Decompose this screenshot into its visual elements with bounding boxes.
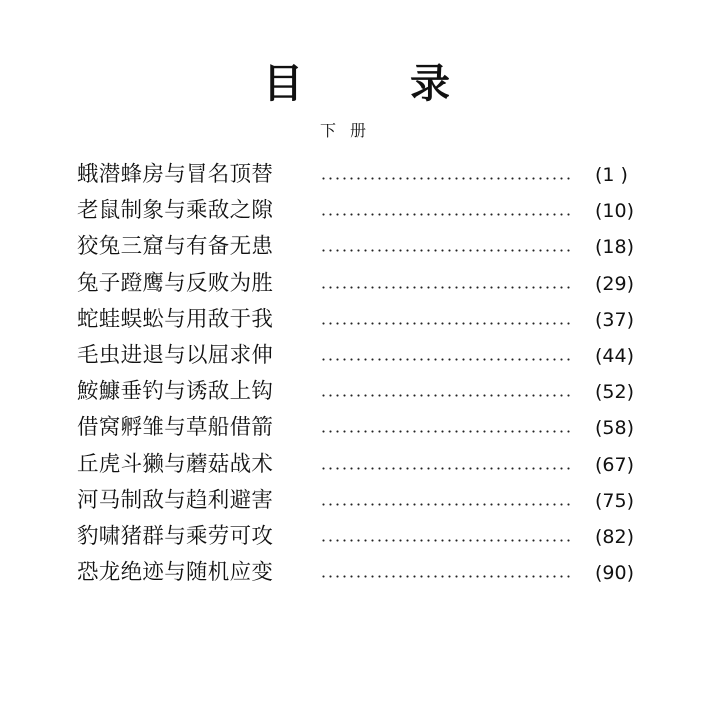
toc-heading bbox=[0, 58, 713, 110]
dot-leader bbox=[320, 177, 570, 180]
toc-entry-page: (82) bbox=[595, 525, 635, 548]
toc-entry-page: (1 ) bbox=[595, 164, 628, 187]
dot-leader bbox=[320, 467, 570, 470]
toc-entry-title: 狡兔三窟与有备无患 bbox=[77, 234, 274, 260]
toc-entry-title: 兔子蹬鹰与反败为胜 bbox=[77, 270, 274, 296]
toc-list bbox=[77, 157, 657, 591]
toc-entry[interactable] bbox=[77, 266, 657, 302]
dot-leader bbox=[320, 575, 570, 578]
dot-leader bbox=[320, 539, 570, 542]
toc-entry[interactable] bbox=[77, 483, 657, 519]
toc-entry[interactable] bbox=[77, 447, 657, 483]
toc-entry-title: 河马制敌与趋利避害 bbox=[77, 487, 274, 513]
toc-entry-page: (18) bbox=[595, 236, 635, 259]
toc-entry[interactable] bbox=[77, 193, 657, 229]
toc-entry[interactable] bbox=[77, 410, 657, 446]
toc-entry-page: (37) bbox=[595, 308, 635, 331]
dot-leader bbox=[320, 430, 570, 433]
toc-entry-page: (67) bbox=[595, 453, 635, 476]
dot-leader bbox=[320, 394, 570, 397]
toc-entry-title: 借窝孵雏与草船借箭 bbox=[77, 415, 274, 441]
volume-label: 下册 bbox=[320, 121, 381, 140]
toc-entry-title: 丘虎斗獭与蘑菇战术 bbox=[77, 451, 274, 477]
toc-entry-page: (10) bbox=[595, 200, 635, 223]
dot-leader bbox=[320, 322, 570, 325]
toc-entry[interactable] bbox=[77, 302, 657, 338]
toc-entry-title: 鮟鱇垂钓与诱敌上钩 bbox=[77, 379, 274, 405]
heading-char-2: 录 bbox=[410, 61, 450, 107]
toc-entry-title: 蛇蛙蜈蚣与用敌于我 bbox=[77, 306, 274, 332]
toc-entry-page: (29) bbox=[595, 272, 635, 295]
dot-leader bbox=[320, 249, 570, 252]
heading-char-1: 目 bbox=[263, 61, 303, 107]
dot-leader bbox=[320, 358, 570, 361]
toc-entry-title: 豹啸猪群与乘劳可攻 bbox=[77, 523, 274, 549]
toc-entry[interactable] bbox=[77, 338, 657, 374]
toc-entry-title: 恐龙绝迹与随机应变 bbox=[77, 560, 274, 586]
toc-entry-title: 蛾潜蜂房与冒名顶替 bbox=[77, 162, 274, 188]
toc-entry-page: (52) bbox=[595, 381, 635, 404]
toc-entry-title: 毛虫进退与以屈求伸 bbox=[77, 343, 274, 369]
toc-entry[interactable] bbox=[77, 229, 657, 265]
dot-leader bbox=[320, 286, 570, 289]
toc-entry-page: (90) bbox=[595, 562, 635, 585]
toc-entry-title: 老鼠制象与乘敌之隙 bbox=[77, 198, 274, 224]
toc-entry-page: (75) bbox=[595, 489, 635, 512]
toc-entry-page: (44) bbox=[595, 345, 635, 368]
toc-entry[interactable] bbox=[77, 157, 657, 193]
dot-leader bbox=[320, 503, 570, 506]
toc-entry-page: (58) bbox=[595, 417, 635, 440]
toc-entry[interactable] bbox=[77, 374, 657, 410]
toc-entry[interactable] bbox=[77, 519, 657, 555]
toc-entry[interactable] bbox=[77, 555, 657, 591]
dot-leader bbox=[320, 213, 570, 216]
